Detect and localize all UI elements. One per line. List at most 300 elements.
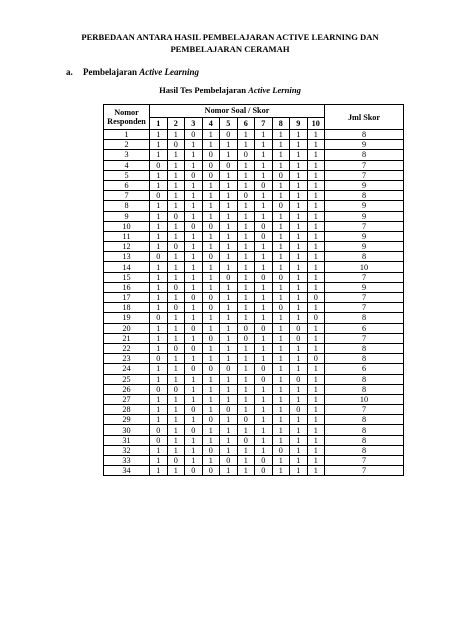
score-cell: 0 xyxy=(237,191,255,201)
score-cell: 0 xyxy=(237,435,255,445)
score-cell: 1 xyxy=(150,374,168,384)
total-score: 8 xyxy=(325,374,404,384)
score-cell: 1 xyxy=(290,221,308,231)
respondent-number: 20 xyxy=(104,323,150,333)
respondent-number: 15 xyxy=(104,272,150,282)
respondent-number: 24 xyxy=(104,364,150,374)
score-cell: 1 xyxy=(167,445,185,455)
table-title-italic: Active Lerning xyxy=(248,85,301,95)
score-cell: 1 xyxy=(290,140,308,150)
score-cell: 1 xyxy=(167,262,185,272)
score-cell: 1 xyxy=(255,242,273,252)
respondent-number: 13 xyxy=(104,252,150,262)
score-cell: 1 xyxy=(255,445,273,455)
score-cell: 0 xyxy=(272,272,290,282)
score-cell: 1 xyxy=(307,435,325,445)
score-cell: 1 xyxy=(237,180,255,190)
total-score: 10 xyxy=(325,394,404,404)
score-cell: 1 xyxy=(202,130,220,140)
table-row xyxy=(104,262,404,272)
score-cell: 1 xyxy=(167,221,185,231)
score-cell: 1 xyxy=(255,160,273,170)
score-cell: 1 xyxy=(202,405,220,415)
header-items: Nomor Soal / Skor xyxy=(150,105,325,118)
score-cell: 1 xyxy=(202,313,220,323)
score-cell: 1 xyxy=(167,425,185,435)
score-table xyxy=(103,104,404,476)
score-cell: 1 xyxy=(167,293,185,303)
score-cell: 1 xyxy=(272,333,290,343)
score-cell: 1 xyxy=(307,252,325,262)
table-row xyxy=(104,242,404,252)
score-cell: 1 xyxy=(307,394,325,404)
total-score: 8 xyxy=(325,130,404,140)
respondent-number: 28 xyxy=(104,405,150,415)
score-cell: 0 xyxy=(202,333,220,343)
score-cell: 1 xyxy=(167,354,185,364)
score-cell: 1 xyxy=(185,180,203,190)
score-cell: 0 xyxy=(237,333,255,343)
score-cell: 1 xyxy=(307,221,325,231)
score-cell: 1 xyxy=(220,180,238,190)
total-score: 7 xyxy=(325,466,404,476)
item-number-header: 8 xyxy=(272,117,290,130)
score-cell: 1 xyxy=(220,201,238,211)
score-cell: 1 xyxy=(185,456,203,466)
score-cell: 1 xyxy=(202,354,220,364)
total-score: 7 xyxy=(325,272,404,282)
score-cell: 1 xyxy=(272,384,290,394)
score-cell: 0 xyxy=(150,252,168,262)
score-cell: 1 xyxy=(255,384,273,394)
respondent-number: 19 xyxy=(104,313,150,323)
score-cell: 1 xyxy=(185,201,203,211)
score-cell: 0 xyxy=(220,272,238,282)
score-cell: 1 xyxy=(237,170,255,180)
table-row xyxy=(104,252,404,262)
respondent-number: 1 xyxy=(104,130,150,140)
score-cell: 1 xyxy=(255,282,273,292)
score-cell: 0 xyxy=(290,405,308,415)
score-cell: 1 xyxy=(185,445,203,455)
respondent-number: 16 xyxy=(104,282,150,292)
respondent-number: 14 xyxy=(104,262,150,272)
score-cell: 1 xyxy=(185,262,203,272)
score-cell: 1 xyxy=(272,364,290,374)
score-cell: 0 xyxy=(150,191,168,201)
score-cell: 1 xyxy=(150,445,168,455)
score-cell: 1 xyxy=(255,211,273,221)
score-cell: 1 xyxy=(150,405,168,415)
total-score: 7 xyxy=(325,405,404,415)
score-cell: 0 xyxy=(307,354,325,364)
score-cell: 1 xyxy=(220,313,238,323)
total-score: 7 xyxy=(325,221,404,231)
score-cell: 0 xyxy=(185,221,203,231)
score-cell: 0 xyxy=(167,211,185,221)
score-cell: 1 xyxy=(237,456,255,466)
score-cell: 1 xyxy=(237,354,255,364)
table-row xyxy=(104,272,404,282)
score-cell: 1 xyxy=(255,415,273,425)
score-cell: 1 xyxy=(202,343,220,353)
respondent-number: 4 xyxy=(104,160,150,170)
table-row xyxy=(104,170,404,180)
total-score: 6 xyxy=(325,364,404,374)
score-cell: 1 xyxy=(185,435,203,445)
section-text-italic: Active Learning xyxy=(139,67,199,77)
score-cell: 1 xyxy=(272,394,290,404)
table-row xyxy=(104,160,404,170)
score-cell: 0 xyxy=(255,323,273,333)
table-row xyxy=(104,374,404,384)
item-number-header: 5 xyxy=(220,117,238,130)
table-row xyxy=(104,415,404,425)
score-cell: 1 xyxy=(255,252,273,262)
score-cell: 1 xyxy=(150,140,168,150)
score-cell: 1 xyxy=(220,303,238,313)
score-cell: 1 xyxy=(237,231,255,241)
score-cell: 1 xyxy=(307,364,325,374)
table-row xyxy=(104,425,404,435)
score-cell: 1 xyxy=(220,221,238,231)
score-cell: 1 xyxy=(237,364,255,374)
score-cell: 1 xyxy=(290,303,308,313)
table-row xyxy=(104,211,404,221)
score-cell: 1 xyxy=(167,466,185,476)
respondent-number: 17 xyxy=(104,293,150,303)
respondent-number: 30 xyxy=(104,425,150,435)
score-cell: 1 xyxy=(237,211,255,221)
score-cell: 1 xyxy=(237,242,255,252)
score-cell: 1 xyxy=(220,140,238,150)
score-cell: 1 xyxy=(150,456,168,466)
score-cell: 1 xyxy=(185,384,203,394)
score-cell: 0 xyxy=(272,303,290,313)
score-cell: 1 xyxy=(167,333,185,343)
score-cell: 1 xyxy=(272,354,290,364)
score-cell: 0 xyxy=(220,405,238,415)
table-row xyxy=(104,364,404,374)
score-cell: 1 xyxy=(290,180,308,190)
score-cell: 0 xyxy=(220,456,238,466)
score-cell: 1 xyxy=(220,435,238,445)
score-cell: 1 xyxy=(167,150,185,160)
score-cell: 1 xyxy=(167,231,185,241)
score-cell: 1 xyxy=(220,333,238,343)
score-cell: 1 xyxy=(272,282,290,292)
score-cell: 1 xyxy=(307,282,325,292)
score-cell: 1 xyxy=(150,150,168,160)
score-cell: 1 xyxy=(185,231,203,241)
score-cell: 1 xyxy=(167,252,185,262)
respondent-number: 9 xyxy=(104,211,150,221)
total-score: 9 xyxy=(325,180,404,190)
score-cell: 1 xyxy=(220,252,238,262)
score-cell: 1 xyxy=(150,343,168,353)
item-number-header: 7 xyxy=(255,117,273,130)
total-score: 8 xyxy=(325,150,404,160)
score-cell: 1 xyxy=(167,405,185,415)
respondent-number: 2 xyxy=(104,140,150,150)
respondent-number: 33 xyxy=(104,456,150,466)
score-cell: 1 xyxy=(167,201,185,211)
score-cell: 1 xyxy=(150,333,168,343)
score-cell: 1 xyxy=(290,150,308,160)
score-cell: 0 xyxy=(255,221,273,231)
score-cell: 1 xyxy=(255,201,273,211)
table-row xyxy=(104,231,404,241)
score-cell: 1 xyxy=(307,160,325,170)
respondent-number: 18 xyxy=(104,303,150,313)
score-cell: 1 xyxy=(167,394,185,404)
score-cell: 1 xyxy=(202,191,220,201)
score-cell: 1 xyxy=(185,140,203,150)
score-cell: 1 xyxy=(272,211,290,221)
score-cell: 1 xyxy=(220,394,238,404)
table-row xyxy=(104,201,404,211)
item-number-header: 10 xyxy=(307,117,325,130)
score-cell: 1 xyxy=(255,191,273,201)
score-cell: 0 xyxy=(185,466,203,476)
total-score: 7 xyxy=(325,303,404,313)
score-cell: 1 xyxy=(185,272,203,282)
score-cell: 1 xyxy=(202,456,220,466)
score-cell: 1 xyxy=(202,211,220,221)
score-cell: 0 xyxy=(150,435,168,445)
score-cell: 1 xyxy=(167,323,185,333)
total-score: 7 xyxy=(325,333,404,343)
score-cell: 1 xyxy=(150,415,168,425)
score-cell: 1 xyxy=(220,170,238,180)
table-row xyxy=(104,140,404,150)
score-cell: 1 xyxy=(167,130,185,140)
score-cell: 1 xyxy=(167,272,185,282)
score-cell: 1 xyxy=(307,201,325,211)
score-cell: 1 xyxy=(220,191,238,201)
score-cell: 1 xyxy=(290,466,308,476)
score-cell: 1 xyxy=(272,435,290,445)
score-cell: 1 xyxy=(255,435,273,445)
total-score: 8 xyxy=(325,415,404,425)
score-cell: 0 xyxy=(255,180,273,190)
table-body xyxy=(104,130,404,476)
score-cell: 1 xyxy=(290,415,308,425)
respondent-number: 12 xyxy=(104,242,150,252)
score-cell: 1 xyxy=(255,130,273,140)
item-number-header: 9 xyxy=(290,117,308,130)
score-cell: 1 xyxy=(237,293,255,303)
item-number-header: 1 xyxy=(150,117,168,130)
respondent-number: 5 xyxy=(104,170,150,180)
score-cell: 1 xyxy=(220,293,238,303)
score-cell: 1 xyxy=(237,221,255,231)
respondent-number: 3 xyxy=(104,150,150,160)
score-cell: 1 xyxy=(272,252,290,262)
score-cell: 1 xyxy=(307,415,325,425)
score-cell: 1 xyxy=(290,394,308,404)
table-row xyxy=(104,180,404,190)
respondent-number: 26 xyxy=(104,384,150,394)
score-cell: 1 xyxy=(185,415,203,425)
score-cell: 1 xyxy=(272,242,290,252)
score-cell: 1 xyxy=(220,415,238,425)
score-cell: 1 xyxy=(167,191,185,201)
score-cell: 0 xyxy=(202,364,220,374)
score-cell: 1 xyxy=(150,180,168,190)
score-cell: 1 xyxy=(272,456,290,466)
score-cell: 1 xyxy=(237,405,255,415)
score-cell: 0 xyxy=(150,313,168,323)
score-cell: 1 xyxy=(150,130,168,140)
table-row xyxy=(104,405,404,415)
score-cell: 1 xyxy=(290,252,308,262)
score-cell: 1 xyxy=(237,140,255,150)
score-cell: 1 xyxy=(237,201,255,211)
score-cell: 1 xyxy=(290,354,308,364)
header-total: Jml Skor xyxy=(325,105,404,130)
score-cell: 0 xyxy=(167,456,185,466)
respondent-number: 22 xyxy=(104,343,150,353)
score-cell: 1 xyxy=(185,160,203,170)
score-cell: 1 xyxy=(272,415,290,425)
respondent-number: 21 xyxy=(104,333,150,343)
table-row xyxy=(104,445,404,455)
score-cell: 1 xyxy=(307,374,325,384)
score-cell: 0 xyxy=(272,445,290,455)
score-cell: 1 xyxy=(167,170,185,180)
score-cell: 0 xyxy=(185,170,203,180)
score-cell: 1 xyxy=(307,445,325,455)
score-cell: 1 xyxy=(150,211,168,221)
score-cell: 0 xyxy=(220,364,238,374)
score-cell: 0 xyxy=(150,384,168,394)
score-cell: 1 xyxy=(185,333,203,343)
total-score: 7 xyxy=(325,293,404,303)
total-score: 9 xyxy=(325,242,404,252)
score-cell: 0 xyxy=(202,170,220,180)
score-cell: 1 xyxy=(185,252,203,262)
score-cell: 1 xyxy=(272,231,290,241)
score-cell: 1 xyxy=(185,211,203,221)
score-cell: 1 xyxy=(290,384,308,394)
score-cell: 1 xyxy=(307,466,325,476)
score-cell: 0 xyxy=(255,364,273,374)
score-cell: 1 xyxy=(185,374,203,384)
score-cell: 1 xyxy=(150,394,168,404)
score-cell: 1 xyxy=(150,303,168,313)
score-cell: 1 xyxy=(307,323,325,333)
score-cell: 1 xyxy=(237,374,255,384)
score-cell: 1 xyxy=(255,293,273,303)
score-cell: 1 xyxy=(220,343,238,353)
score-cell: 1 xyxy=(150,262,168,272)
score-cell: 0 xyxy=(185,405,203,415)
score-cell: 0 xyxy=(202,415,220,425)
score-cell: 0 xyxy=(185,130,203,140)
score-cell: 1 xyxy=(307,303,325,313)
score-cell: 1 xyxy=(255,313,273,323)
score-cell: 0 xyxy=(255,374,273,384)
score-cell: 0 xyxy=(255,272,273,282)
score-cell: 1 xyxy=(150,221,168,231)
score-cell: 1 xyxy=(202,180,220,190)
score-cell: 0 xyxy=(150,425,168,435)
score-cell: 1 xyxy=(290,170,308,180)
score-cell: 1 xyxy=(237,252,255,262)
respondent-number: 27 xyxy=(104,394,150,404)
score-cell: 1 xyxy=(307,150,325,160)
score-cell: 1 xyxy=(290,293,308,303)
total-score: 9 xyxy=(325,211,404,221)
score-cell: 0 xyxy=(290,333,308,343)
score-cell: 1 xyxy=(220,323,238,333)
score-cell: 1 xyxy=(220,282,238,292)
score-cell: 1 xyxy=(150,323,168,333)
score-cell: 1 xyxy=(150,364,168,374)
score-cell: 1 xyxy=(307,180,325,190)
score-cell: 1 xyxy=(307,191,325,201)
score-cell: 1 xyxy=(167,415,185,425)
score-cell: 1 xyxy=(307,384,325,394)
score-cell: 1 xyxy=(255,333,273,343)
score-cell: 0 xyxy=(167,282,185,292)
item-number-header: 4 xyxy=(202,117,220,130)
score-cell: 1 xyxy=(290,445,308,455)
score-cell: 1 xyxy=(255,425,273,435)
score-cell: 1 xyxy=(220,211,238,221)
score-cell: 1 xyxy=(255,170,273,180)
section-label: a. xyxy=(66,67,73,77)
score-cell: 1 xyxy=(202,242,220,252)
score-cell: 1 xyxy=(255,394,273,404)
respondent-number: 34 xyxy=(104,466,150,476)
total-score: 7 xyxy=(325,170,404,180)
score-cell: 1 xyxy=(202,374,220,384)
table-row xyxy=(104,323,404,333)
total-score: 8 xyxy=(325,354,404,364)
score-cell: 1 xyxy=(255,140,273,150)
score-cell: 1 xyxy=(220,262,238,272)
score-cell: 0 xyxy=(202,221,220,231)
score-cell: 0 xyxy=(202,293,220,303)
score-cell: 1 xyxy=(237,425,255,435)
score-cell: 1 xyxy=(237,384,255,394)
total-score: 8 xyxy=(325,445,404,455)
total-score: 10 xyxy=(325,262,404,272)
score-cell: 0 xyxy=(167,343,185,353)
score-cell: 0 xyxy=(202,252,220,262)
score-cell: 1 xyxy=(237,445,255,455)
score-cell: 1 xyxy=(150,282,168,292)
score-cell: 0 xyxy=(167,303,185,313)
score-cell: 1 xyxy=(272,160,290,170)
score-cell: 0 xyxy=(220,160,238,170)
score-cell: 1 xyxy=(272,343,290,353)
score-cell: 1 xyxy=(272,323,290,333)
score-cell: 0 xyxy=(185,293,203,303)
score-cell: 1 xyxy=(202,272,220,282)
score-cell: 1 xyxy=(272,313,290,323)
score-cell: 1 xyxy=(272,140,290,150)
total-score: 8 xyxy=(325,313,404,323)
score-cell: 1 xyxy=(220,425,238,435)
score-cell: 1 xyxy=(167,374,185,384)
score-cell: 0 xyxy=(150,160,168,170)
score-cell: 1 xyxy=(290,272,308,282)
total-score: 8 xyxy=(325,425,404,435)
score-cell: 1 xyxy=(220,374,238,384)
